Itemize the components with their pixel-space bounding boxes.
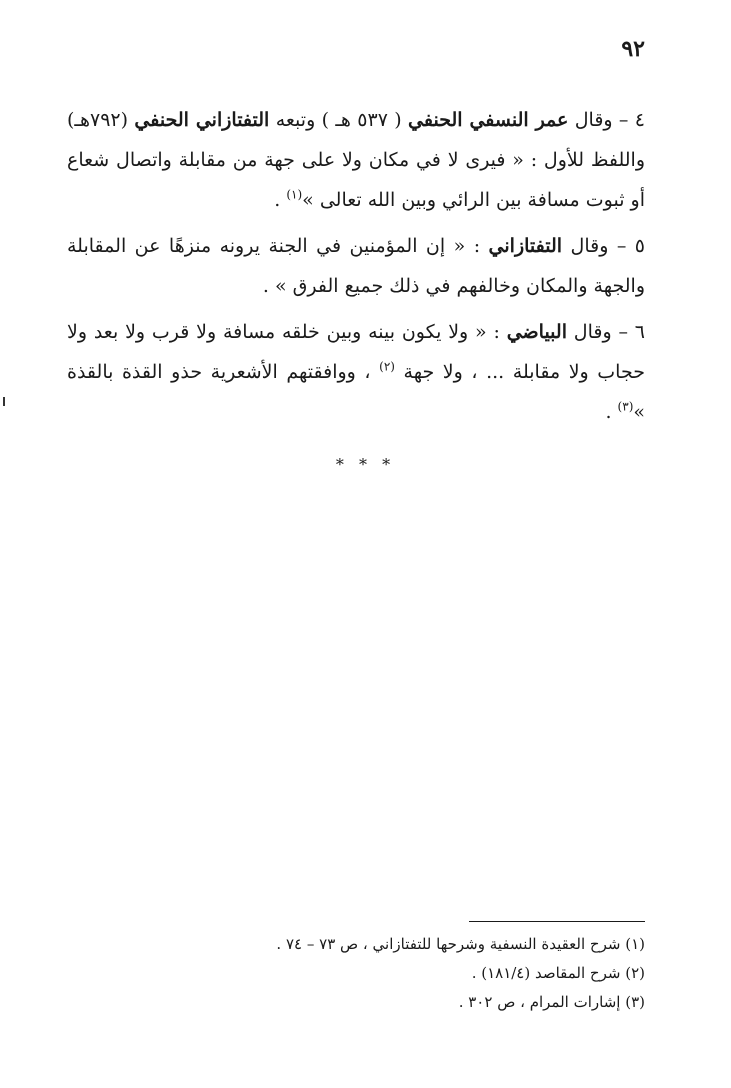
page-number: ٩٢ bbox=[621, 36, 645, 62]
paragraph-text: : « إن المؤمنين في الجنة يرونه منزهًا عن المقابلة والجهة والمكان وخالفهم في ذلك جميع الفرق » . bbox=[67, 235, 645, 297]
footnote-2: (٢) شرح المقاصد (١٨١/٤) . bbox=[471, 964, 645, 982]
paragraph-prefix: ٤ – وقال bbox=[568, 109, 645, 131]
footnote-rule bbox=[469, 921, 645, 922]
section-separator: * * * bbox=[335, 455, 396, 474]
main-text bbox=[67, 100, 645, 438]
scan-mark bbox=[3, 397, 5, 406]
paragraph-6 bbox=[67, 312, 645, 432]
paragraph-4 bbox=[67, 100, 645, 220]
footnote-1: (١) شرح العقيدة النسفية وشرحها للتفتازاني ، ص ٧٣ – ٧٤ . bbox=[276, 935, 645, 953]
paragraph-prefix: ٦ – وقال bbox=[566, 321, 645, 343]
paragraph-suffix: . bbox=[605, 401, 618, 423]
paragraph-text: ( ٥٣٧ هـ ) وتبعه bbox=[269, 109, 409, 131]
paragraph-text: ، ووافقتهم الأشعرية حذو القذة بالقذة » bbox=[67, 361, 645, 423]
footnotes bbox=[67, 930, 645, 1017]
paragraph-suffix: . bbox=[274, 189, 287, 211]
footnote-ref[interactable]: (٢) bbox=[379, 359, 395, 374]
paragraph-text: : « ولا يكون بينه وبين خلقه مسافة ولا قرب ولا بعد ولا حجاب ولا مقابلة ... ، ولا جهة bbox=[67, 321, 645, 383]
paragraph-prefix: ٥ – وقال bbox=[562, 235, 645, 257]
footnote-ref[interactable]: (١) bbox=[286, 187, 303, 202]
footnote-ref[interactable]: (٣) bbox=[617, 399, 634, 414]
scholar-name: البياضي bbox=[506, 321, 567, 343]
paragraph-5 bbox=[67, 226, 645, 306]
scholar-name: التفتازاني الحنفي bbox=[134, 109, 270, 131]
scholar-name: عمر النسفي الحنفي bbox=[408, 109, 569, 131]
footnote-3: (٣) إشارات المرام ، ص ٣٠٢ . bbox=[458, 993, 645, 1011]
paragraph-text: (٧٩٢هـ) واللفظ للأول : « فيرى لا في مكان ولا على جهة من مقابلة واتصال شعاع أو ثبوت مسافة بين الرائي وبين الله تعالى » bbox=[67, 109, 645, 211]
scholar-name: التفتازاني bbox=[488, 235, 563, 257]
